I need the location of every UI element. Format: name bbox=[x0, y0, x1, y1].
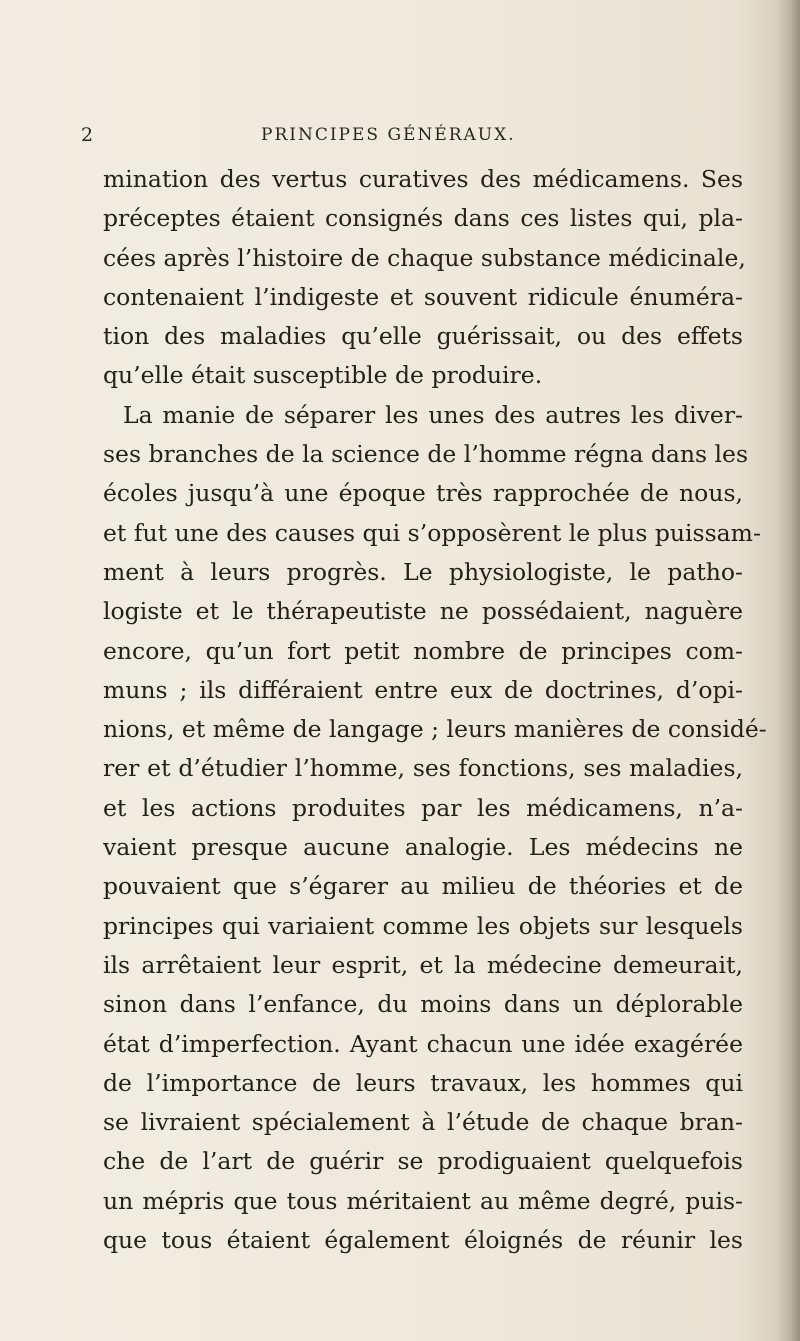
text-line: vaient presque aucune analogie. Les médecins ne bbox=[103, 833, 743, 862]
running-title: PRINCIPES GÉNÉRAUX. bbox=[261, 125, 516, 145]
text-line: écoles jusqu’à une époque très rapprochée de nous, bbox=[103, 479, 743, 508]
text-line: tion des maladies qu’elle guérissait, ou des effets bbox=[103, 322, 743, 351]
text-line: logiste et le thérapeutiste ne possédaient, naguère bbox=[103, 597, 743, 626]
text-line: que tous étaient également éloignés de réunir les bbox=[103, 1226, 743, 1255]
text-line: ment à leurs progrès. Le physiologiste, le patho- bbox=[103, 557, 743, 586]
text-line: muns ; ils différaient entre eux de doctrines, d’opi- bbox=[103, 675, 743, 704]
text-line: sinon dans l’enfance, du moins dans un déplorable bbox=[103, 990, 743, 1019]
text-line: un mépris que tous méritaient au même degré, puis- bbox=[103, 1186, 743, 1215]
text-line: principes qui variaient comme les objets sur lesquels bbox=[103, 911, 743, 940]
text-line: ses branches de la science de l’homme régna dans les bbox=[103, 440, 749, 469]
text-line: nions, et même de langage ; leurs manières de considé- bbox=[103, 715, 767, 744]
text-line: de l’importance de leurs travaux, les hommes qui bbox=[103, 1068, 743, 1097]
text-line: ils arrêtaient leur esprit, et la médecine demeurait, bbox=[103, 950, 743, 979]
text-line: et les actions produites par les médicamens, n’a- bbox=[103, 793, 743, 822]
text-line: se livraient spécialement à l’étude de chaque bran- bbox=[103, 1108, 743, 1137]
text-line: contenaient l’indigeste et souvent ridicule énuméra- bbox=[103, 282, 743, 311]
text-line: La manie de séparer les unes des autres les diver- bbox=[123, 400, 743, 429]
text-line: préceptes étaient consignés dans ces listes qui, pla- bbox=[103, 204, 743, 233]
text-line: qu’elle était susceptible de produire. bbox=[103, 361, 543, 390]
page-header bbox=[81, 124, 741, 150]
text-line: cées après l’histoire de chaque substance médicinale, bbox=[103, 243, 746, 272]
text-line: che de l’art de guérir se prodiguaient quelquefois bbox=[103, 1147, 743, 1176]
text-line: pouvaient que s’égarer au milieu de théories et de bbox=[103, 872, 743, 901]
body-text bbox=[103, 160, 767, 1260]
text-line: rer et d’étudier l’homme, ses fonctions, ses maladies, bbox=[103, 754, 743, 783]
page-number: 2 bbox=[81, 124, 94, 146]
text-line: état d’imperfection. Ayant chacun une idée exagérée bbox=[103, 1029, 743, 1058]
text-line: mination des vertus curatives des médicamens. Ses bbox=[103, 165, 743, 193]
page-edge-shadow bbox=[778, 0, 800, 1341]
text-line: encore, qu’un fort petit nombre de principes com- bbox=[103, 636, 743, 665]
text-line: et fut une des causes qui s’opposèrent le plus puissam- bbox=[103, 518, 761, 547]
